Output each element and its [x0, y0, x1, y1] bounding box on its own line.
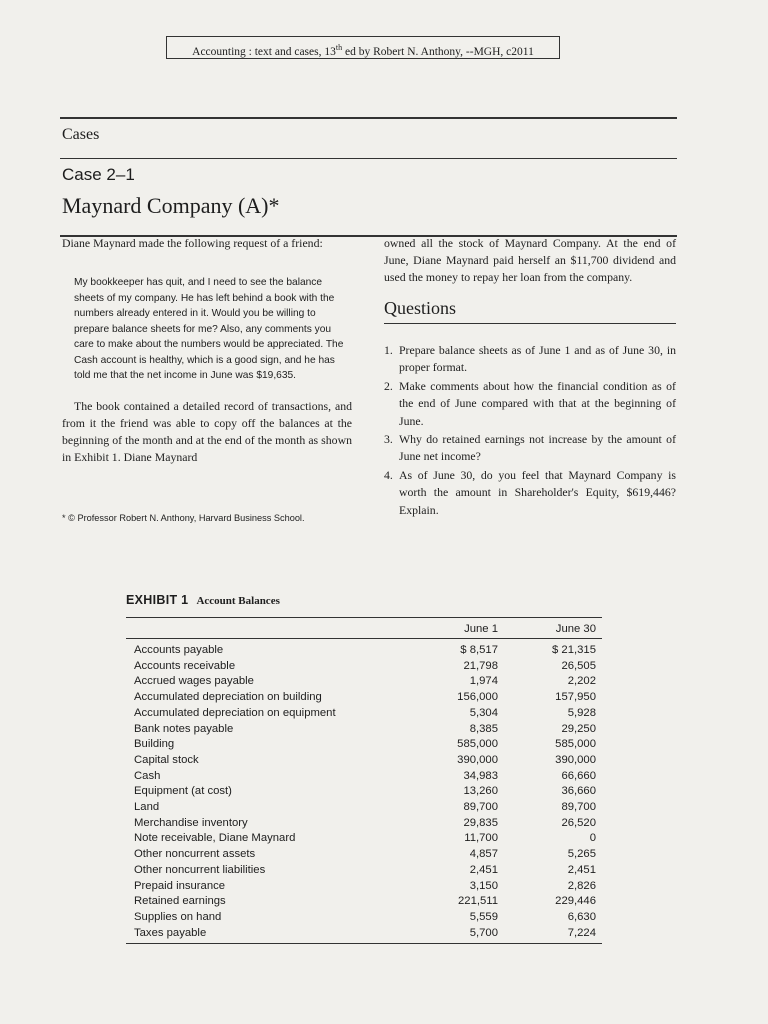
source-citation-superscript: th — [335, 43, 343, 52]
account-cell: Taxes payable — [126, 926, 416, 944]
table-row — [126, 910, 602, 926]
account-balances-table — [126, 617, 602, 944]
account-cell: Accumulated depreciation on equipment — [134, 706, 336, 719]
june-30-cell: 0 — [589, 832, 596, 845]
june-1-cell: 3,150 — [469, 879, 498, 892]
account-cell: Accounts payable — [134, 644, 224, 656]
june-1-cell: 29,835 — [463, 816, 498, 829]
june-1-cell: 221,511 — [458, 895, 498, 908]
question-item — [384, 342, 676, 377]
june-30-cell: 390,000 — [555, 753, 596, 766]
question-text: As of June 30, do you feel that Maynard Company is worth the amount in Shareholder's Equity, $619,446? Explain. — [399, 467, 676, 517]
question-number: 1. — [384, 343, 393, 357]
account-cell: Equipment (at cost) — [134, 785, 232, 798]
account-cell: Bank notes payable — [134, 722, 234, 735]
body-paragraph: The book contained a detailed record of transactions, and from it the friend was able to copy off the balances at the beginning of the month and at the end of the month as shown in Exhibit 1. Diane Maynard — [62, 398, 352, 464]
june-1-cell: 8,385 — [469, 722, 498, 735]
account-cell: Other noncurrent liabilities — [134, 863, 266, 876]
header-june-1: June 1 — [416, 618, 504, 639]
table-row — [126, 706, 602, 722]
table-row — [126, 769, 602, 785]
account-cell: Merchandise inventory — [134, 816, 248, 829]
letter-quote: My bookkeeper has quit, and I need to see the balance sheets of my company. He has left behind a book with the numbers already entered in it. Would you be willing to prepare balance sheets for me? Also, any comments you care to make about the numbers would be appreciated. The Cash account is healthy, which is a good sign, and he has told me that the net income in June was $19,635. — [74, 277, 344, 381]
table-row — [126, 753, 602, 769]
june-1-cell: $ 8,517 — [460, 644, 498, 656]
question-text: Prepare balance sheets as of June 1 and as of June 30, in proper format. — [399, 343, 676, 375]
june-30-cell: 5,265 — [567, 848, 596, 861]
account-cell: Cash — [134, 769, 161, 782]
question-number: 4. — [384, 467, 393, 482]
june-30-cell: 6,630 — [567, 910, 596, 923]
june-1-cell: 11,700 — [464, 832, 498, 845]
table-row — [126, 800, 602, 816]
top-divider — [60, 117, 677, 119]
june-1-cell: 156,000 — [457, 691, 498, 704]
table-row — [126, 879, 602, 895]
account-cell: Other noncurrent assets — [134, 848, 256, 861]
exhibit-label: EXHIBIT 1 — [126, 593, 189, 607]
june-1-cell: 89,700 — [463, 801, 498, 814]
june-1-cell: 1,974 — [469, 675, 498, 688]
question-text: Make comments about how the financial condition as of the end of June compared with that at the beginning of June. — [399, 378, 676, 428]
table-row — [126, 894, 602, 910]
question-item — [384, 467, 676, 519]
question-number: 2. — [384, 378, 393, 393]
table-row — [126, 737, 602, 753]
june-30-cell: 29,250 — [561, 722, 596, 735]
table-row — [126, 639, 602, 659]
table-row — [126, 784, 602, 800]
table-row — [126, 690, 602, 706]
account-cell: Retained earnings — [134, 895, 226, 908]
june-1-cell: 390,000 — [457, 753, 498, 766]
table-row — [126, 816, 602, 832]
account-cell: Prepaid insurance — [134, 879, 226, 892]
account-cell: Note receivable, Diane Maynard — [134, 832, 296, 845]
section-divider — [60, 158, 677, 159]
june-30-cell: 66,660 — [561, 769, 596, 782]
exhibit-title: Account Balances — [196, 595, 280, 607]
june-30-cell: 36,660 — [561, 785, 596, 798]
june-30-cell: 5,928 — [567, 706, 596, 719]
case-title: Maynard Company (A)* — [62, 193, 280, 218]
june-1-cell: 5,304 — [469, 706, 498, 719]
account-cell: Building — [134, 738, 175, 751]
june-30-cell: 157,950 — [555, 691, 596, 704]
exhibit-heading — [126, 593, 280, 607]
june-30-cell: 229,446 — [555, 895, 596, 908]
june-1-cell: 5,559 — [469, 910, 498, 923]
june-30-cell: 2,826 — [567, 879, 596, 892]
june-1-cell: 34,983 — [463, 769, 498, 782]
question-number: 3. — [384, 432, 393, 447]
june-30-cell: 89,700 — [561, 801, 596, 814]
left-column — [62, 235, 352, 466]
june-30-cell: 585,000 — [555, 738, 596, 751]
question-text: Why do retained earnings not increase by the amount of June net income? — [399, 432, 676, 464]
june-1-cell: 21,798 — [463, 659, 498, 672]
table-body — [126, 639, 602, 944]
table-row — [126, 674, 602, 690]
june-1-cell: 2,451 — [469, 863, 498, 876]
account-cell: Accrued wages payable — [134, 675, 254, 688]
account-cell: Land — [134, 801, 160, 814]
june-1-cell: 13,260 — [463, 785, 498, 798]
header-june-30: June 30 — [504, 618, 602, 639]
source-citation-prefix: Accounting : text and cases, 13 — [192, 45, 336, 58]
footnote: * © Professor Robert N. Anthony, Harvard Business School. — [62, 513, 305, 523]
table-row — [126, 722, 602, 738]
june-30-cell: 26,505 — [561, 659, 596, 672]
table-header-row — [126, 618, 602, 639]
table-row — [126, 659, 602, 675]
header-account — [126, 618, 416, 639]
intro-paragraph: Diane Maynard made the following request of a friend: — [62, 236, 323, 250]
account-cell: Supplies on hand — [134, 910, 222, 923]
questions-heading: Questions — [384, 298, 676, 324]
table-row — [126, 863, 602, 879]
table-row — [126, 847, 602, 863]
june-30-cell: 2,451 — [567, 863, 596, 876]
question-item — [384, 431, 676, 466]
section-label: Cases — [62, 126, 100, 143]
question-item — [384, 378, 676, 430]
june-30-cell: 26,520 — [561, 816, 596, 829]
source-citation-box — [166, 36, 560, 59]
account-cell: Accounts receivable — [134, 659, 236, 672]
table-row — [126, 831, 602, 847]
june-1-cell: 585,000 — [457, 738, 498, 751]
june-1-cell: 5,700 — [416, 926, 504, 944]
account-cell: Accumulated depreciation on building — [134, 691, 322, 704]
right-column — [384, 235, 676, 520]
continuation-paragraph: owned all the stock of Maynard Company. At the end of June, Diane Maynard paid herself an $11,700 dividend and used the money to repay her loan from the company. — [384, 236, 676, 284]
questions-list — [384, 342, 676, 519]
source-citation-suffix: ed by Robert N. Anthony, --MGH, c2011 — [342, 45, 534, 58]
table-row — [126, 926, 602, 944]
account-cell: Capital stock — [134, 753, 199, 766]
june-1-cell: 4,857 — [469, 848, 498, 861]
june-30-cell: 2,202 — [567, 675, 596, 688]
june-30-cell: $ 21,315 — [552, 644, 596, 656]
case-number: Case 2–1 — [62, 165, 135, 184]
june-30-cell: 7,224 — [504, 926, 602, 944]
